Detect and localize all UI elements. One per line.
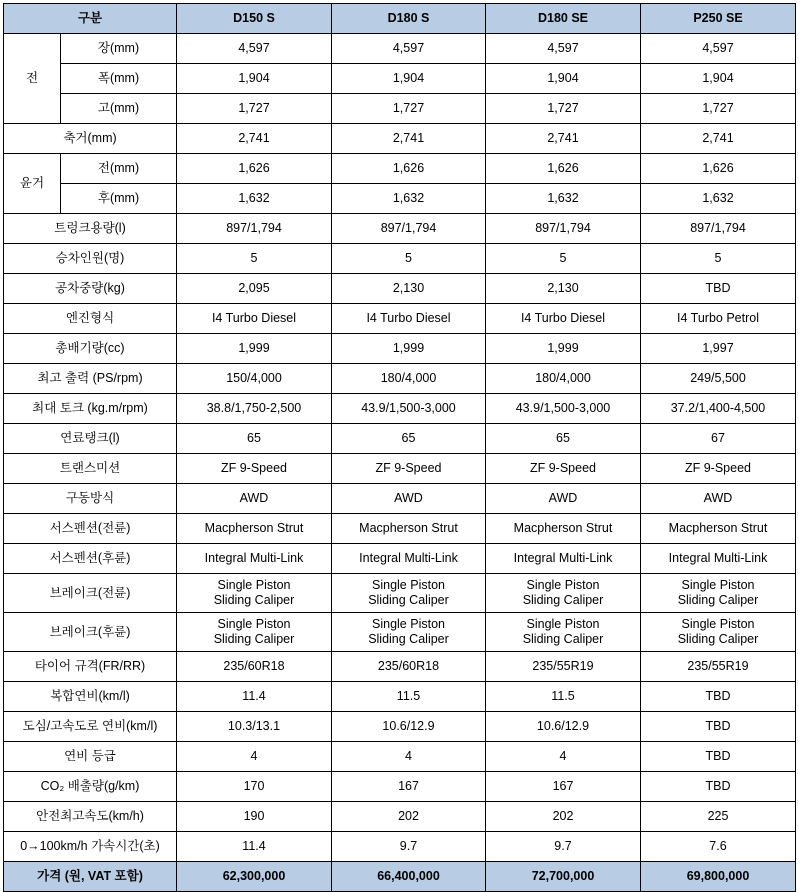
header-trim: D180 SE [486, 4, 641, 34]
table-row [4, 682, 796, 712]
row-label: 총배기량(cc) [4, 334, 177, 364]
spec-cell: Integral Multi-Link [486, 544, 641, 574]
row-label: 브레이크(후륜) [4, 613, 177, 652]
spec-cell: 4 [177, 742, 332, 772]
spec-cell: 11.5 [486, 682, 641, 712]
spec-cell: ZF 9-Speed [332, 454, 486, 484]
spec-cell: 5 [486, 244, 641, 274]
spec-cell: Macpherson Strut [641, 514, 796, 544]
spec-cell: 897/1,794 [486, 214, 641, 244]
row-label: 서스펜션(전륜) [4, 514, 177, 544]
row-label: 트랜스미션 [4, 454, 177, 484]
spec-cell: Integral Multi-Link [177, 544, 332, 574]
table-row [4, 394, 796, 424]
spec-cell: 4 [332, 742, 486, 772]
table-row [4, 802, 796, 832]
spec-cell: Macpherson Strut [332, 514, 486, 544]
spec-cell: Single Piston Sliding Caliper [486, 574, 641, 613]
spec-cell: 202 [332, 802, 486, 832]
price-label: 가격 (원, VAT 포함) [4, 862, 177, 892]
spec-cell: 1,727 [177, 94, 332, 124]
spec-cell: 2,130 [332, 274, 486, 304]
table-row [4, 514, 796, 544]
table-row [4, 64, 796, 94]
spec-cell: TBD [641, 274, 796, 304]
spec-cell: Single Piston Sliding Caliper [641, 574, 796, 613]
row-label: 안전최고속도(km/h) [4, 802, 177, 832]
spec-cell: 5 [177, 244, 332, 274]
spec-cell: 4,597 [486, 34, 641, 64]
spec-cell: Integral Multi-Link [641, 544, 796, 574]
row-label: 공차중량(kg) [4, 274, 177, 304]
spec-cell: 180/4,000 [332, 364, 486, 394]
spec-cell: 4,597 [641, 34, 796, 64]
spec-cell: Single Piston Sliding Caliper [641, 613, 796, 652]
spec-cell: 1,626 [177, 154, 332, 184]
row-label: CO₂ 배출량(g/km) [4, 772, 177, 802]
spec-cell: 5 [641, 244, 796, 274]
group-label-size: 전 [4, 34, 61, 124]
table-row [4, 94, 796, 124]
row-label: 최대 토크 (kg.m/rpm) [4, 394, 177, 424]
spec-cell: 2,741 [641, 124, 796, 154]
spec-cell: Single Piston Sliding Caliper [177, 613, 332, 652]
spec-cell: 37.2/1,400-4,500 [641, 394, 796, 424]
row-label: 복합연비(km/l) [4, 682, 177, 712]
spec-cell: I4 Turbo Petrol [641, 304, 796, 334]
spec-cell: 2,130 [486, 274, 641, 304]
spec-cell: 5 [332, 244, 486, 274]
table-row [4, 772, 796, 802]
spec-cell: 897/1,794 [641, 214, 796, 244]
spec-cell: ZF 9-Speed [177, 454, 332, 484]
spec-cell: AWD [177, 484, 332, 514]
spec-cell: 1,632 [177, 184, 332, 214]
price-cell: 72,700,000 [486, 862, 641, 892]
header-row [4, 4, 796, 34]
spec-cell: ZF 9-Speed [641, 454, 796, 484]
row-label: 고(mm) [61, 94, 177, 124]
table-row [4, 424, 796, 454]
spec-cell: 1,626 [641, 154, 796, 184]
spec-cell: 249/5,500 [641, 364, 796, 394]
spec-cell: 43.9/1,500-3,000 [332, 394, 486, 424]
table-row [4, 34, 796, 64]
row-label: 브레이크(전륜) [4, 574, 177, 613]
table-row [4, 304, 796, 334]
spec-cell: Single Piston Sliding Caliper [486, 613, 641, 652]
row-label: 0→100km/h 가속시간(초) [4, 832, 177, 862]
spec-cell: TBD [641, 682, 796, 712]
spec-cell: Macpherson Strut [486, 514, 641, 544]
spec-cell: 65 [486, 424, 641, 454]
spec-cell: AWD [486, 484, 641, 514]
spec-cell: 11.4 [177, 832, 332, 862]
spec-cell: 10.6/12.9 [486, 712, 641, 742]
spec-cell: 1,632 [332, 184, 486, 214]
row-label: 구동방식 [4, 484, 177, 514]
row-label: 서스펜션(후륜) [4, 544, 177, 574]
spec-cell: Macpherson Strut [177, 514, 332, 544]
table-row [4, 574, 796, 613]
spec-cell: 1,999 [177, 334, 332, 364]
spec-cell: Single Piston Sliding Caliper [332, 574, 486, 613]
header-trim: D180 S [332, 4, 486, 34]
spec-cell: 225 [641, 802, 796, 832]
table-row [4, 544, 796, 574]
spec-cell: 170 [177, 772, 332, 802]
price-cell: 69,800,000 [641, 862, 796, 892]
table-row [4, 124, 796, 154]
spec-cell: I4 Turbo Diesel [177, 304, 332, 334]
row-label: 엔진형식 [4, 304, 177, 334]
table-row [4, 652, 796, 682]
price-cell: 66,400,000 [332, 862, 486, 892]
table-row [4, 184, 796, 214]
spec-cell: AWD [641, 484, 796, 514]
table-row [4, 712, 796, 742]
spec-cell: 1,727 [486, 94, 641, 124]
table-row [4, 742, 796, 772]
spec-cell: TBD [641, 742, 796, 772]
row-label: 연비 등급 [4, 742, 177, 772]
spec-cell: 2,095 [177, 274, 332, 304]
table-row [4, 613, 796, 652]
spec-cell: 2,741 [177, 124, 332, 154]
row-label: 타이어 규격(FR/RR) [4, 652, 177, 682]
spec-cell: 1,997 [641, 334, 796, 364]
spec-cell: 180/4,000 [486, 364, 641, 394]
spec-cell: 1,904 [486, 64, 641, 94]
spec-cell: AWD [332, 484, 486, 514]
spec-cell: 235/60R18 [177, 652, 332, 682]
table-row [4, 244, 796, 274]
spec-cell: I4 Turbo Diesel [486, 304, 641, 334]
spec-cell: Single Piston Sliding Caliper [332, 613, 486, 652]
spec-cell: 4,597 [332, 34, 486, 64]
spec-cell: 10.6/12.9 [332, 712, 486, 742]
spec-cell: 1,904 [177, 64, 332, 94]
price-cell: 62,300,000 [177, 862, 332, 892]
spec-cell: 1,632 [641, 184, 796, 214]
table-row [4, 484, 796, 514]
spec-cell: 167 [332, 772, 486, 802]
row-label: 전(mm) [61, 154, 177, 184]
spec-cell: ZF 9-Speed [486, 454, 641, 484]
row-label: 장(mm) [61, 34, 177, 64]
row-label: 폭(mm) [61, 64, 177, 94]
spec-cell: 65 [177, 424, 332, 454]
table-row [4, 154, 796, 184]
row-label: 축거(mm) [4, 124, 177, 154]
spec-cell: 7.6 [641, 832, 796, 862]
spec-cell: 38.8/1,750-2,500 [177, 394, 332, 424]
spec-cell: 11.5 [332, 682, 486, 712]
table-row [4, 274, 796, 304]
spec-cell: 43.9/1,500-3,000 [486, 394, 641, 424]
spec-cell: Integral Multi-Link [332, 544, 486, 574]
spec-cell: 235/55R19 [641, 652, 796, 682]
row-label: 도심/고속도로 연비(km/l) [4, 712, 177, 742]
spec-cell: 2,741 [332, 124, 486, 154]
header-trim: P250 SE [641, 4, 796, 34]
spec-cell: 2,741 [486, 124, 641, 154]
spec-cell: 167 [486, 772, 641, 802]
spec-table [3, 3, 796, 892]
spec-cell: 1,904 [332, 64, 486, 94]
spec-cell: 897/1,794 [332, 214, 486, 244]
spec-cell: 150/4,000 [177, 364, 332, 394]
row-label: 최고 출력 (PS/rpm) [4, 364, 177, 394]
spec-cell: 897/1,794 [177, 214, 332, 244]
spec-cell: 1,626 [332, 154, 486, 184]
row-label: 트렁크용량(l) [4, 214, 177, 244]
header-category: 구분 [4, 4, 177, 34]
price-row [4, 862, 796, 892]
spec-cell: 1,626 [486, 154, 641, 184]
spec-cell: 1,727 [332, 94, 486, 124]
spec-cell: 11.4 [177, 682, 332, 712]
row-label: 연료탱크(l) [4, 424, 177, 454]
spec-cell: 202 [486, 802, 641, 832]
spec-cell: 1,632 [486, 184, 641, 214]
spec-cell: 1,999 [332, 334, 486, 364]
spec-cell: 235/55R19 [486, 652, 641, 682]
spec-cell: 190 [177, 802, 332, 832]
table-row [4, 214, 796, 244]
spec-cell: 1,904 [641, 64, 796, 94]
spec-cell: 65 [332, 424, 486, 454]
spec-cell: 1,727 [641, 94, 796, 124]
spec-cell: Single Piston Sliding Caliper [177, 574, 332, 613]
table-row [4, 364, 796, 394]
row-label: 후(mm) [61, 184, 177, 214]
spec-cell: I4 Turbo Diesel [332, 304, 486, 334]
table-row [4, 832, 796, 862]
spec-cell: TBD [641, 712, 796, 742]
header-trim: D150 S [177, 4, 332, 34]
spec-cell: 10.3/13.1 [177, 712, 332, 742]
spec-cell: 9.7 [332, 832, 486, 862]
table-row [4, 454, 796, 484]
spec-cell: 67 [641, 424, 796, 454]
spec-cell: 9.7 [486, 832, 641, 862]
row-label: 승차인원(명) [4, 244, 177, 274]
spec-cell: 4,597 [177, 34, 332, 64]
table-row [4, 334, 796, 364]
spec-cell: 1,999 [486, 334, 641, 364]
spec-cell: 4 [486, 742, 641, 772]
spec-cell: 235/60R18 [332, 652, 486, 682]
spec-cell: TBD [641, 772, 796, 802]
group-label-tread: 윤거 [4, 154, 61, 214]
